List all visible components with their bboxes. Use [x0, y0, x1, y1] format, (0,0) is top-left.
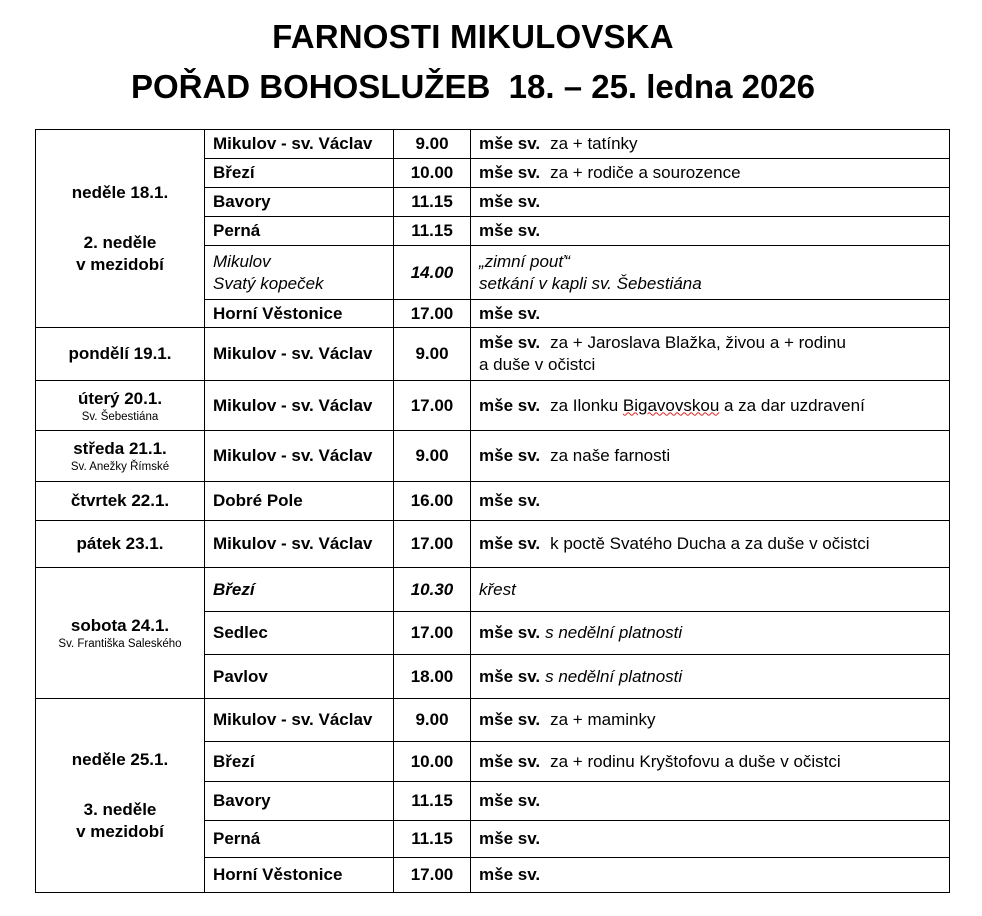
location-cell: Březí	[205, 568, 394, 612]
day-cell: neděle 25.1. 3. neděle v mezidobí	[36, 699, 205, 893]
location-cell: Březí	[205, 159, 394, 188]
location-cell: Mikulov - sv. Václav	[205, 431, 394, 482]
service-cell: mše sv. za + Jaroslava Blažka, živou a + rodinu a duše v očistci	[471, 328, 950, 381]
location-cell: Bavory	[205, 188, 394, 217]
table-row	[36, 328, 950, 381]
time-cell: 11.15	[394, 217, 471, 246]
table-row	[36, 431, 950, 482]
page-subtitle: POŘAD BOHOSLUŽEB 18. – 25. ledna 2026	[130, 68, 816, 105]
time-cell: 17.00	[394, 381, 471, 431]
table-row	[36, 482, 950, 521]
location-cell: Mikulov - sv. Václav	[205, 381, 394, 431]
service-cell: mše sv.	[471, 482, 950, 521]
day-cell: sobota 24.1. Sv. Františka Saleského	[36, 568, 205, 699]
service-cell: „zimní pouť“ setkání v kapli sv. Šebestiána	[471, 246, 950, 300]
table-row	[36, 130, 950, 159]
time-cell: 18.00	[394, 655, 471, 699]
service-cell: mše sv. k poctě Svatého Ducha a za duše v očistci	[471, 521, 950, 568]
location-cell: Mikulov - sv. Václav	[205, 521, 394, 568]
service-cell: mše sv. s nedělní platnosti	[471, 655, 950, 699]
time-cell: 17.00	[394, 521, 471, 568]
service-cell: křest	[471, 568, 950, 612]
time-cell: 10.30	[394, 568, 471, 612]
service-cell: mše sv. za + tatínky	[471, 130, 950, 159]
day-cell: čtvrtek 22.1.	[36, 482, 205, 521]
table-row	[36, 699, 950, 742]
time-cell: 9.00	[394, 328, 471, 381]
day-cell: pátek 23.1.	[36, 521, 205, 568]
location-cell: Horní Věstonice	[205, 858, 394, 893]
location-cell: Mikulov - sv. Václav	[205, 328, 394, 381]
time-cell: 10.00	[394, 159, 471, 188]
location-cell: Pavlov	[205, 655, 394, 699]
service-cell: mše sv. za + maminky	[471, 699, 950, 742]
location-cell: Horní Věstonice	[205, 300, 394, 328]
table-row	[36, 568, 950, 612]
location-cell: Sedlec	[205, 612, 394, 655]
time-cell: 9.00	[394, 431, 471, 482]
service-cell: mše sv.	[471, 300, 950, 328]
service-cell: mše sv. za + rodinu Kryštofovu a duše v očistci	[471, 742, 950, 782]
time-cell: 17.00	[394, 300, 471, 328]
service-cell: mše sv. za Ilonku Bigavovskou a za dar uzdravení	[471, 381, 950, 431]
time-cell: 10.00	[394, 742, 471, 782]
day-cell: středa 21.1. Sv. Anežky Římské	[36, 431, 205, 482]
time-cell: 9.00	[394, 699, 471, 742]
day-cell: úterý 20.1. Sv. Šebestiána	[36, 381, 205, 431]
location-cell: Mikulov Svatý kopeček	[205, 246, 394, 300]
service-cell: mše sv.	[471, 217, 950, 246]
schedule-table	[35, 129, 950, 893]
table-row	[36, 381, 950, 431]
service-cell: mše sv.	[471, 188, 950, 217]
time-cell: 11.15	[394, 821, 471, 858]
day-cell: neděle 18.1. 2. neděle v mezidobí	[36, 130, 205, 328]
time-cell: 11.15	[394, 188, 471, 217]
time-cell: 11.15	[394, 782, 471, 821]
time-cell: 17.00	[394, 612, 471, 655]
service-cell: mše sv.	[471, 821, 950, 858]
time-cell: 14.00	[394, 246, 471, 300]
day-cell: pondělí 19.1.	[36, 328, 205, 381]
table-row	[36, 521, 950, 568]
time-cell: 9.00	[394, 130, 471, 159]
service-cell: mše sv. za + rodiče a sourozence	[471, 159, 950, 188]
service-cell: mše sv. za naše farnosti	[471, 431, 950, 482]
service-cell: mše sv.	[471, 782, 950, 821]
location-cell: Perná	[205, 821, 394, 858]
service-cell: mše sv.	[471, 858, 950, 893]
location-cell: Březí	[205, 742, 394, 782]
location-cell: Perná	[205, 217, 394, 246]
location-cell: Mikulov - sv. Václav	[205, 130, 394, 159]
time-cell: 17.00	[394, 858, 471, 893]
service-cell: mše sv. s nedělní platnosti	[471, 612, 950, 655]
location-cell: Mikulov - sv. Václav	[205, 699, 394, 742]
time-cell: 16.00	[394, 482, 471, 521]
location-cell: Dobré Pole	[205, 482, 394, 521]
page-title: FARNOSTI MIKULOVSKA	[272, 18, 674, 55]
location-cell: Bavory	[205, 782, 394, 821]
